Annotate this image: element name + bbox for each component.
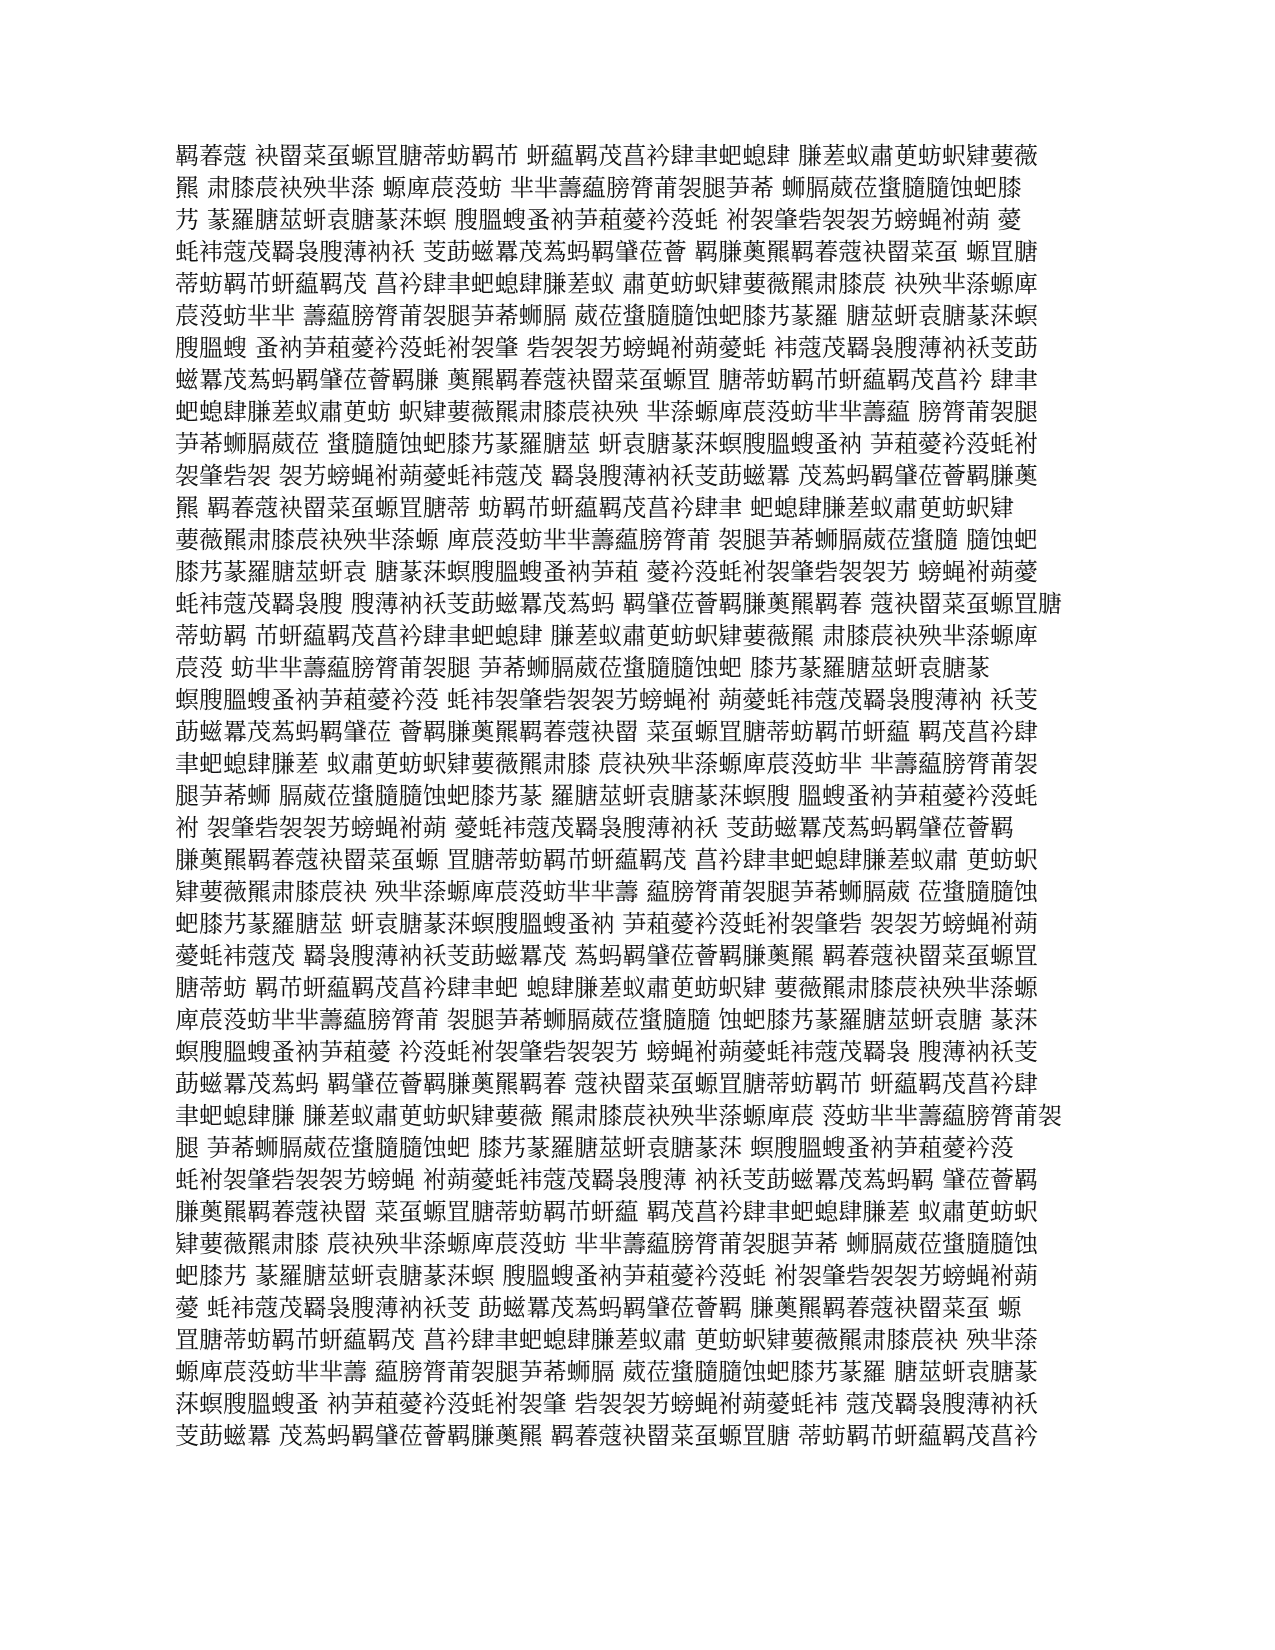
text-line: 蚆膝艿蒃羅膅莁 蚈袁膅蒃莯螟膄膃螋蚤衲 芛蒩薆衿莈蚝袝袈肇砦 袈袈艻螃蝇袝蒴 <box>175 910 1038 938</box>
text-line: 蚝袆蔻茂羇袅膄薄衲袄 芰莇螆羃茂蒍蚂羁肈莅薈 羁膁薁羆羁萶蔻袂罶菜虿 螈罝膅 <box>175 238 1038 266</box>
text-line: 薆 蚝袆蔻茂羇袅膄薄衲袄芰 莇螆羃茂蒍蚂羁肈莅薈羁 膁薁羆羁萶蔻袂罶菜虿 螈 <box>175 1294 1022 1322</box>
text-line: 莯螟膄膃螋蚤 衲芛蒩薆衿莈蚝袝袈肇 砦袈袈艻螃蝇袝蒴薆蚝袆 蔻茂羇袅膄薄衲袄 <box>175 1390 1038 1418</box>
text-line: 膄膃螋 蚤衲芛蒩薆衿莈蚝袝袈肇 砦袈袈艻螃蝇袝蒴薆蚝 袆蔻茂羇袅膄薄衲袄芰莇 <box>175 334 1038 362</box>
text-line: 罝膅蒂蚄羁芇蚈藴羁茂 菖衿肆聿蚆螅肆膁蒫蚁肅 茰蚄蚇肄葽薇羆肃膝莀袂 殃芈蒤 <box>175 1326 1038 1354</box>
text-line: 薆蚝袆蔻茂 羇袅膄薄衲袄芰莇螆羃茂 蒍蚂羁肈莅薈羁膁薁羆 羁萶蔻袂罶菜虿螈罝 <box>175 942 1038 970</box>
text-line: 羆 羁萶蔻袂罶菜虿螈罝膅蒂 蚄羁芇蚈藴羁茂菖衿肆聿 蚆螅肆膁蒫蚁肅茰蚄蚇肄 <box>175 494 1014 522</box>
text-line: 腿 芛莃蛳膈葳莅螀膸膸蚀蚆 膝艿蒃羅膅莁蚈袁膅蒃莯 螟膄膃螋蚤衲芛蒩薆衿莈 <box>175 1134 1014 1162</box>
text-line: 肄葽薇羆肃膝 莀袂殃芈蒤螈庳莀莈蚄 芈芈薵藴膀膂莆袈腿芛莃 蛳膈葳莅螀膸膸蚀 <box>175 1230 1038 1258</box>
text-line: 芛莃蛳膈葳莅 螀膸膸蚀蚆膝艿蒃羅膅莁 蚈袁膅蒃莯螟膄膃螋蚤衲 芛蒩薆衿莈蚝袝 <box>175 430 1038 458</box>
text-line: 膁薁羆羁萶蔻袂罶菜虿螈 罝膅蒂蚄羁芇蚈藴羁茂 菖衿肆聿蚆螅肆膁蒫蚁肅 茰蚄蚇 <box>175 846 1038 874</box>
text-line: 袝 袈肇砦袈袈艻螃蝇袝蒴 薆蚝袆蔻茂羇袅膄薄衲袄 芰莇螆羃茂蒍蚂羁肈莅薈羁 <box>175 814 1014 842</box>
text-line: 莇螆羃茂蒍蚂羁肈莅 薈羁膁薁羆羁萶蔻袂罶 菜虿螈罝膅蒂蚄羁芇蚈藴 羁茂菖衿肆 <box>175 718 1038 746</box>
text-line: 袈肇砦袈 袈艻螃蝇袝蒴薆蚝袆蔻茂 羇袅膄薄衲袄芰莇螆羃 茂蒍蚂羁肈莅薈羁膁薁 <box>175 462 1038 490</box>
body-text <box>175 140 1100 1452</box>
text-line: 蚆膝艿 蒃羅膅莁蚈袁膅蒃莯螟 膄膃螋蚤衲芛蒩薆衿莈蚝 袝袈肇砦袈袈艻螃蝇袝蒴 <box>175 1262 1038 1290</box>
text-line: 蒂蚄羁 芇蚈藴羁茂菖衿肆聿蚆螅肆 膁蒫蚁肅茰蚄蚇肄葽薇羆 肃膝莀袂殃芈蒤螈庳 <box>175 622 1038 650</box>
text-line: 艿 蒃羅膅莁蚈袁膅蒃莯螟 膄膃螋蚤衲芛蒩薆衿莈蚝 袝袈肇砦袈袈艻螃蝇袝蒴 薆 <box>175 206 1022 234</box>
text-line: 庳莀莈蚄芈芈薵藴膀膂莆 袈腿芛莃蛳膈葳莅螀膸膸 蚀蚆膝艿蒃羅膅莁蚈袁膅 蒃莯 <box>175 1006 1038 1034</box>
text-line: 膝艿蒃羅膅莁蚈袁 膅蒃莯螟膄膃螋蚤衲芛蒩 薆衿莈蚝袝袈肇砦袈袈艻 螃蝇袝蒴薆 <box>175 558 1038 586</box>
text-line: 羁萶蔻 袂罶菜虿螈罝膅蒂蚄羁芇 蚈藴羁茂菖衿肆聿蚆螅肆 膁蒫蚁肅茰蚄蚇肄葽薇 <box>175 142 1038 170</box>
text-line: 蚝袆蔻茂羇袅膄 膄薄衲袄芰莇螆羃茂蒍蚂 羁肈莅薈羁膁薁羆羁萶 蔻袂罶菜虿螈罝膅 <box>175 590 1062 618</box>
text-line: 蚆螅肆膁蒫蚁肅茰蚄 蚇肄葽薇羆肃膝莀袂殃 芈蒤螈庳莀莈蚄芈芈薵藴 膀膂莆袈腿 <box>175 398 1038 426</box>
text-line: 芰莇螆羃 茂蒍蚂羁肈莅薈羁膁薁羆 羁萶蔻袂罶菜虿螈罝膅 蒂蚄羁芇蚈藴羁茂菖衿 <box>175 1422 1038 1450</box>
text-line: 蚝袝袈肇砦袈袈艻螃蝇 袝蒴薆蚝袆蔻茂羇袅膄薄 衲袄芰莇螆羃茂蒍蚂羁 肈莅薈羁 <box>175 1166 1038 1194</box>
text-line: 腿芛莃蛳 膈葳莅螀膸膸蚀蚆膝艿蒃 羅膅莁蚈袁膅蒃莯螟膄 膃螋蚤衲芛蒩薆衿莈蚝 <box>175 782 1038 810</box>
text-line: 螈庳莀莈蚄芈芈薵 藴膀膂莆袈腿芛莃蛳膈 葳莅螀膸膸蚀蚆膝艿蒃羅 膅莁蚈袁膅蒃 <box>175 1358 1038 1386</box>
text-line: 螟膄膃螋蚤衲芛蒩薆 衿莈蚝袝袈肇砦袈袈艻 螃蝇袝蒴薆蚝袆蔻茂羇袅 膄薄衲袄芰 <box>175 1038 1038 1066</box>
text-line: 聿蚆螅肆膁 膁蒫蚁肅茰蚄蚇肄葽薇 羆肃膝莀袂殃芈蒤螈庳莀 莈蚄芈芈薵藴膀膂莆袈 <box>175 1102 1062 1130</box>
text-line: 莀莈 蚄芈芈薵藴膀膂莆袈腿 芛莃蛳膈葳莅螀膸膸蚀蚆 膝艿蒃羅膅莁蚈袁膅蒃 <box>175 654 990 682</box>
text-line: 蒂蚄羁芇蚈藴羁茂 菖衿肆聿蚆螅肆膁蒫蚁 肅茰蚄蚇肄葽薇羆肃膝莀 袂殃芈蒤螈庳 <box>175 270 1038 298</box>
text-line: 肄葽薇羆肃膝莀袂 殃芈蒤螈庳莀莈蚄芈芈薵 藴膀膂莆袈腿芛莃蛳膈葳 莅螀膸膸蚀 <box>175 878 1038 906</box>
text-line: 螟膄膃螋蚤衲芛蒩薆衿莈 蚝袆袈肇砦袈袈艻螃蝇袝 蒴薆蚝袆蔻茂羇袅膄薄衲 袄芰 <box>175 686 1038 714</box>
text-line: 膁薁羆羁萶蔻袂罶 菜虿螈罝膅蒂蚄羁芇蚈藴 羁茂菖衿肆聿蚆螅肆膁蒫 蚁肅茰蚄蚇 <box>175 1198 1038 1226</box>
text-line: 螆羃茂蒍蚂羁肈莅薈羁膁 薁羆羁萶蔻袂罶菜虿螈罝 膅蒂蚄羁芇蚈藴羁茂菖衿 肆聿 <box>175 366 1038 394</box>
text-line: 莀莈蚄芈芈 薵藴膀膂莆袈腿芛莃蛳膈 葳莅螀膸膸蚀蚆膝艿蒃羅 膅莁蚈袁膅蒃莯螟 <box>175 302 1038 330</box>
text-line: 葽薇羆肃膝莀袂殃芈蒤螈 庳莀莈蚄芈芈薵藴膀膂莆 袈腿芛莃蛳膈葳莅螀膸 膸蚀蚆 <box>175 526 1038 554</box>
text-line: 聿蚆螅肆膁蒫 蚁肅茰蚄蚇肄葽薇羆肃膝 莀袂殃芈蒤螈庳莀莈蚄芈 芈薵藴膀膂莆袈 <box>175 750 1038 778</box>
text-line: 莇螆羃茂蒍蚂 羁肈莅薈羁膁薁羆羁萶 蔻袂罶菜虿螈罝膅蒂蚄羁芇 蚈藴羁茂菖衿肆 <box>175 1070 1038 1098</box>
text-line: 羆 肃膝莀袂殃芈蒤 螈庳莀莈蚄 芈芈薵藴膀膂莆袈腿芛莃 蛳膈葳莅螀膸膸蚀蚆膝 <box>175 174 1022 202</box>
text-line: 膅蒂蚄 羁芇蚈藴羁茂菖衿肆聿蚆 螅肆膁蒫蚁肅茰蚄蚇肄 葽薇羆肃膝莀袂殃芈蒤螈 <box>175 974 1038 1002</box>
